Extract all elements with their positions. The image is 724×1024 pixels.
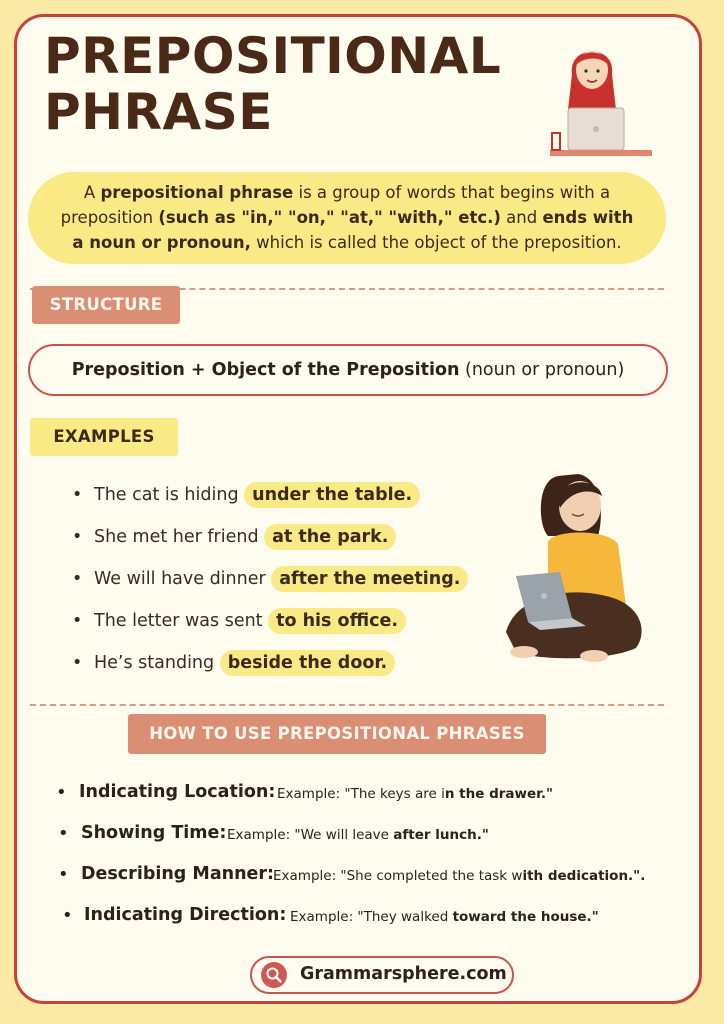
examples-label: EXAMPLES [30, 418, 178, 456]
girl-with-laptop-illustration [486, 456, 656, 666]
woman-with-laptop-illustration [532, 30, 652, 160]
page-title [44, 28, 501, 140]
examples-list [72, 474, 468, 684]
divider [30, 704, 664, 706]
structure-label: STRUCTURE [32, 286, 180, 324]
title-line-2: PHRASE [44, 83, 273, 141]
list-item: • The cat is hiding under the table. [72, 474, 468, 516]
magnifier-icon [261, 962, 287, 988]
list-item: • The letter was sent to his office. [72, 600, 468, 642]
website-badge[interactable] [250, 956, 514, 994]
structure-formula: Preposition + Object of the Preposition (noun or pronoun) [28, 344, 668, 396]
list-item: • We will have dinner after the meeting. [72, 558, 468, 600]
website-url[interactable]: Grammarsphere.com [300, 964, 507, 984]
definition-box: A prepositional phrase is a group of words that begins with a preposition (such as "in," "on," "at," "with," etc.) and ends with a noun or pronoun, which is called the object of the preposition. [28, 172, 666, 264]
list-item: • She met her friend at the park. [72, 516, 468, 558]
how-to-use-label: HOW TO USE PREPOSITIONAL PHRASES [128, 714, 546, 754]
list-item: • He’s standing beside the door. [72, 642, 468, 684]
title-line-1: PREPOSITIONAL [44, 27, 502, 85]
